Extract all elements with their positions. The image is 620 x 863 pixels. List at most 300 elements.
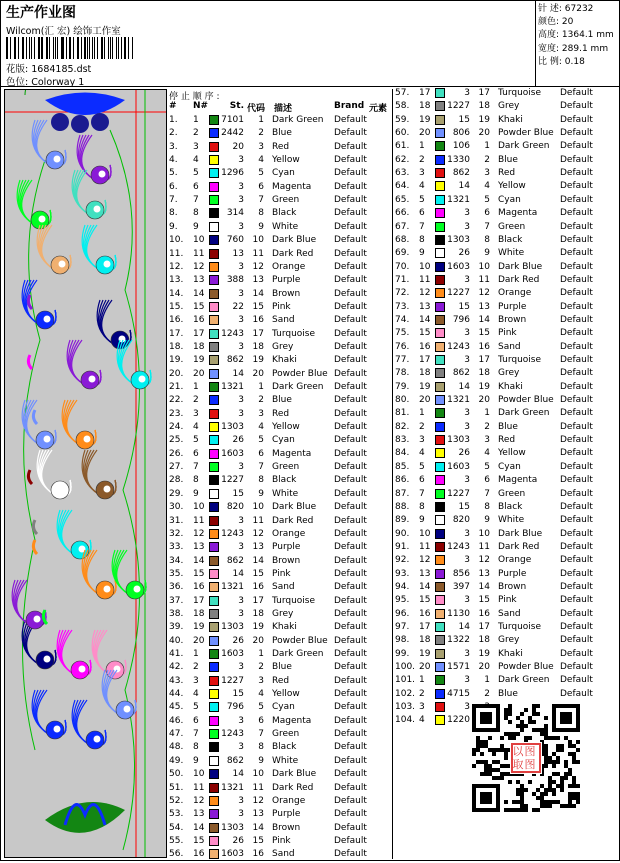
row-code: 14	[252, 555, 264, 566]
table-row	[394, 128, 619, 141]
row-stitches: 3	[464, 88, 470, 98]
color-swatch	[435, 489, 445, 499]
colorway-label: 色位:	[6, 77, 29, 88]
row-index: 77.	[395, 355, 410, 365]
row-brand: Default	[334, 141, 367, 152]
table-row	[168, 315, 393, 328]
row-description: Red	[498, 168, 516, 179]
row-code: 17	[252, 328, 264, 339]
color-swatch	[209, 636, 219, 646]
row-needle: 9	[193, 488, 199, 499]
row-brand: Default	[560, 515, 593, 526]
row-needle: 10	[419, 261, 431, 272]
row-brand: Default	[560, 208, 593, 219]
row-stitches: 806	[452, 128, 470, 139]
row-index: 43.	[169, 675, 184, 686]
row-code: 5	[484, 461, 490, 472]
row-code: 12	[478, 555, 490, 566]
table-row	[168, 489, 393, 502]
row-index: 53.	[169, 809, 184, 820]
row-needle: 5	[193, 702, 199, 713]
color-swatch	[435, 195, 445, 205]
row-stitches: 1303	[221, 622, 244, 633]
row-brand: Default	[560, 488, 593, 499]
color-swatch	[435, 542, 445, 552]
color-swatch	[435, 248, 445, 258]
row-brand: Default	[334, 622, 367, 633]
row-needle: 11	[193, 782, 205, 793]
row-brand: Default	[560, 234, 593, 245]
row-code: 14	[252, 288, 264, 299]
row-description: Blue	[498, 154, 518, 165]
color-swatch	[209, 382, 219, 392]
table-row	[394, 542, 619, 555]
row-brand: Default	[334, 435, 367, 446]
row-code: 1	[484, 408, 490, 419]
row-brand: Default	[560, 581, 593, 592]
color-swatch	[435, 328, 445, 338]
stat-value: 20	[561, 17, 574, 28]
row-brand: Default	[334, 488, 367, 499]
row-stitches: 796	[226, 702, 244, 713]
row-description: Powder Blue	[498, 395, 554, 406]
color-swatch	[209, 182, 219, 192]
row-needle: 12	[193, 261, 205, 272]
row-index: 7.	[169, 195, 178, 206]
row-stitches: 3	[238, 608, 244, 619]
row-needle: 8	[193, 475, 199, 486]
row-index: 85.	[395, 461, 410, 472]
row-description: Yellow	[272, 689, 300, 700]
row-description: Dark Blue	[272, 502, 317, 513]
row-brand: Default	[334, 568, 367, 579]
row-index: 38.	[169, 608, 184, 619]
row-description: Khaki	[498, 381, 523, 392]
row-description: White	[498, 515, 525, 526]
row-brand: Default	[560, 248, 593, 259]
table-row	[168, 836, 393, 849]
row-needle: 17	[193, 328, 205, 339]
row-needle: 16	[419, 341, 431, 352]
row-brand: Default	[334, 275, 367, 286]
color-swatch	[209, 449, 219, 459]
row-stitches: 3	[464, 408, 470, 419]
row-brand: Default	[560, 88, 593, 98]
row-needle: 20	[193, 368, 205, 379]
row-description: Khaki	[498, 114, 523, 125]
row-index: 99.	[395, 648, 410, 659]
row-index: 34.	[169, 555, 184, 566]
row-description: Red	[498, 435, 516, 446]
row-brand: Default	[334, 301, 367, 312]
row-index: 15.	[169, 301, 184, 312]
row-index: 39.	[169, 622, 184, 633]
stat-label: 高度:	[538, 30, 560, 41]
row-code: 5	[258, 435, 264, 446]
row-stitches: 1321	[447, 194, 470, 205]
color-swatch	[209, 823, 219, 833]
row-index: 6.	[169, 181, 178, 192]
table-row	[168, 756, 393, 769]
color-swatch	[435, 288, 445, 298]
row-brand: Default	[560, 101, 593, 112]
row-needle: 12	[419, 288, 431, 299]
row-brand: Default	[560, 675, 593, 686]
row-description: Sand	[272, 849, 295, 860]
row-needle: 3	[419, 702, 425, 713]
table-row	[394, 502, 619, 515]
row-needle: 3	[193, 675, 199, 686]
row-stitches: 7101	[221, 115, 244, 125]
row-code: 9	[484, 515, 490, 526]
row-needle: 12	[193, 795, 205, 806]
row-brand: Default	[334, 608, 367, 619]
table-row	[168, 409, 393, 422]
row-description: Powder Blue	[498, 128, 554, 139]
row-brand: Default	[560, 622, 593, 632]
row-brand: Default	[334, 181, 367, 192]
row-code: 20	[478, 395, 490, 406]
row-brand: Default	[334, 635, 367, 646]
row-index: 46.	[169, 715, 184, 726]
row-description: Pink	[498, 595, 517, 606]
row-stitches: 1330	[447, 154, 470, 165]
row-stitches: 856	[452, 568, 470, 579]
row-code: 16	[478, 341, 490, 352]
row-brand: Default	[334, 729, 367, 740]
row-index: 94.	[395, 581, 410, 592]
row-needle: 15	[419, 595, 431, 606]
page-title: 生产作业图	[6, 5, 76, 21]
table-row	[394, 635, 619, 648]
row-index: 12.	[169, 261, 184, 272]
row-code: 7	[258, 462, 264, 473]
row-code: 20	[478, 662, 490, 673]
row-needle: 15	[193, 301, 205, 312]
row-brand: Default	[334, 288, 367, 299]
row-index: 51.	[169, 782, 184, 793]
row-brand: Default	[560, 181, 593, 192]
row-code: 8	[484, 234, 490, 245]
color-swatch	[435, 662, 445, 672]
row-index: 18.	[169, 341, 184, 352]
color-swatch	[209, 516, 219, 526]
design-file-line	[6, 61, 91, 75]
row-code: 13	[252, 542, 264, 553]
embroidery-artwork	[5, 90, 167, 858]
color-swatch	[209, 315, 219, 325]
row-code: 11	[478, 541, 490, 552]
row-code: 10	[252, 769, 264, 780]
row-description: White	[272, 488, 299, 499]
row-needle: 14	[193, 822, 205, 833]
table-row	[394, 235, 619, 248]
row-description: Yellow	[498, 448, 526, 459]
row-index: 45.	[169, 702, 184, 713]
row-needle: 3	[193, 141, 199, 152]
row-needle: 6	[193, 448, 199, 459]
color-swatch	[435, 635, 445, 645]
table-row	[394, 649, 619, 662]
color-swatch	[435, 675, 445, 685]
row-brand: Default	[334, 422, 367, 433]
row-brand: Default	[334, 155, 367, 166]
row-stitches: 15	[458, 114, 470, 125]
color-swatch	[209, 769, 219, 779]
row-needle: 1	[193, 382, 199, 392]
row-brand: Default	[334, 582, 367, 593]
row-code: 3	[258, 675, 264, 686]
table-row	[168, 676, 393, 689]
qr-code-image	[472, 704, 580, 812]
row-description: Purple	[498, 301, 527, 312]
row-stitches: 1603	[221, 448, 244, 459]
row-index: 20.	[169, 368, 184, 379]
table-row	[168, 582, 393, 595]
row-stitches: 1321	[221, 582, 244, 593]
row-index: 44.	[169, 689, 184, 700]
table-row	[394, 88, 619, 101]
color-swatch	[435, 222, 445, 232]
row-code: 19	[478, 648, 490, 659]
row-description: Black	[498, 234, 523, 245]
row-code: 18	[478, 368, 490, 379]
row-needle: 18	[419, 368, 431, 379]
row-description: Purple	[272, 809, 301, 820]
row-stitches: 862	[226, 355, 244, 366]
row-code: 6	[484, 208, 490, 219]
row-code: 8	[258, 475, 264, 486]
row-needle: 5	[193, 435, 199, 446]
row-stitches: 20	[232, 141, 244, 152]
row-description: Red	[272, 141, 290, 152]
row-brand: Default	[560, 341, 593, 352]
row-brand: Default	[334, 769, 367, 780]
row-code: 12	[252, 528, 264, 539]
stat-value: 67232	[564, 4, 594, 14]
color-swatch	[209, 489, 219, 499]
row-needle: 4	[193, 689, 199, 700]
row-needle: 2	[419, 154, 425, 165]
row-needle: 6	[193, 181, 199, 192]
row-index: 25.	[169, 435, 184, 446]
color-swatch	[435, 649, 445, 659]
row-index: 55.	[169, 835, 184, 846]
row-code: 7	[258, 729, 264, 740]
stat-value: 1364.1 mm	[561, 30, 614, 41]
row-index: 95.	[395, 595, 410, 606]
row-index: 8.	[169, 208, 178, 219]
table-row	[168, 329, 393, 342]
row-index: 22.	[169, 395, 184, 406]
table-row	[168, 716, 393, 729]
row-code: 12	[252, 795, 264, 806]
color-swatch	[209, 729, 219, 739]
row-description: Sand	[272, 315, 295, 326]
row-code: 4	[258, 422, 264, 433]
row-code: 5	[258, 702, 264, 713]
row-index: 84.	[395, 448, 410, 459]
row-index: 104.	[395, 715, 416, 726]
stat-colors	[538, 16, 620, 29]
table-row	[168, 609, 393, 622]
row-description: Orange	[272, 261, 306, 272]
row-brand: Default	[334, 555, 367, 566]
row-index: 65.	[395, 194, 410, 205]
table-row	[168, 649, 393, 662]
row-stitches: 1603	[221, 849, 244, 860]
row-brand: Default	[560, 635, 593, 646]
table-row	[394, 355, 619, 368]
table-row	[394, 662, 619, 675]
table-row	[394, 475, 619, 488]
color-swatch	[209, 582, 219, 592]
row-code: 6	[258, 448, 264, 459]
row-code: 6	[258, 715, 264, 726]
row-brand: Default	[334, 248, 367, 259]
table-title: 停 止 顺 序 :	[169, 92, 220, 102]
row-stitches: 1603	[221, 649, 244, 659]
table-row	[394, 622, 619, 635]
color-swatch	[209, 155, 219, 165]
row-needle: 11	[419, 274, 431, 285]
row-brand: Default	[334, 809, 367, 820]
row-stitches: 397	[452, 581, 470, 592]
row-index: 89.	[395, 515, 410, 526]
row-brand: Default	[560, 568, 593, 579]
table-row	[394, 422, 619, 435]
row-index: 102.	[395, 688, 416, 699]
color-swatch	[209, 662, 219, 672]
row-code: 2	[484, 421, 490, 432]
row-stitches: 3	[464, 702, 470, 713]
row-stitches: 3	[238, 221, 244, 232]
table-row	[168, 796, 393, 809]
row-code: 1	[484, 675, 490, 686]
color-swatch	[435, 435, 445, 445]
row-index: 100.	[395, 662, 416, 673]
table-row	[168, 809, 393, 822]
row-index: 14.	[169, 288, 184, 299]
row-needle: 4	[419, 181, 425, 192]
color-swatch	[435, 168, 445, 178]
row-index: 59.	[395, 114, 410, 125]
stat-width	[538, 43, 620, 56]
row-code: 5	[258, 168, 264, 179]
row-index: 40.	[169, 635, 184, 646]
stat-height	[538, 29, 620, 42]
row-brand: Default	[560, 301, 593, 312]
color-swatch	[209, 676, 219, 686]
row-description: Khaki	[272, 355, 297, 366]
header-needle: N#	[193, 101, 209, 111]
table-row	[168, 729, 393, 742]
table-row	[168, 783, 393, 796]
row-code: 14	[478, 581, 490, 592]
row-needle: 14	[193, 288, 205, 299]
row-description: Magenta	[272, 448, 312, 459]
row-description: Grey	[272, 341, 294, 352]
row-description: Grey	[498, 635, 520, 646]
row-needle: 11	[193, 248, 205, 259]
header-code: 代码	[247, 104, 266, 114]
row-description: Cyan	[272, 702, 295, 713]
table-row	[394, 489, 619, 502]
row-needle: 18	[193, 608, 205, 619]
row-index: 50.	[169, 769, 184, 780]
row-stitches: 3	[238, 515, 244, 526]
row-description: Dark Red	[498, 541, 540, 552]
row-brand: Default	[560, 435, 593, 446]
row-code: 12	[252, 261, 264, 272]
row-description: Green	[498, 221, 526, 232]
row-code: 7	[258, 195, 264, 206]
row-stitches: 3	[238, 288, 244, 299]
stat-label: 宽度:	[538, 43, 560, 54]
row-index: 41.	[169, 649, 184, 659]
stat-label: 针 述:	[538, 4, 562, 14]
row-code: 9	[484, 248, 490, 259]
watermark-glyph: 取	[512, 758, 524, 771]
row-description: Purple	[272, 542, 301, 553]
table-row	[394, 529, 619, 542]
row-brand: Default	[560, 141, 593, 152]
stat-scale	[538, 56, 620, 69]
row-needle: 19	[419, 648, 431, 659]
row-code: 16	[252, 315, 264, 326]
color-swatch	[435, 715, 445, 725]
table-row	[394, 462, 619, 475]
row-index: 11.	[169, 248, 184, 259]
row-needle: 16	[193, 582, 205, 593]
row-stitches: 3	[238, 261, 244, 272]
table-row	[168, 529, 393, 542]
row-description: Yellow	[272, 422, 300, 433]
row-description: Turquoise	[498, 88, 542, 98]
row-index: 60.	[395, 128, 410, 139]
row-needle: 20	[419, 395, 431, 406]
row-stitches: 26	[458, 448, 470, 459]
row-needle: 3	[419, 168, 425, 179]
color-swatch	[209, 849, 219, 859]
color-swatch	[435, 609, 445, 619]
row-code: 14	[478, 314, 490, 325]
row-needle: 1	[419, 141, 425, 152]
row-brand: Default	[334, 715, 367, 726]
row-stitches: 2442	[221, 128, 244, 139]
row-brand: Default	[560, 168, 593, 179]
row-brand: Default	[334, 755, 367, 766]
row-index: 4.	[169, 155, 178, 166]
row-description: Brown	[498, 314, 527, 325]
row-needle: 4	[193, 155, 199, 166]
row-brand: Default	[334, 168, 367, 179]
color-swatch	[435, 395, 445, 405]
row-index: 31.	[169, 515, 184, 526]
row-stitches: 14	[232, 769, 244, 780]
row-index: 35.	[169, 568, 184, 579]
row-needle: 10	[193, 502, 205, 513]
color-swatch	[435, 515, 445, 525]
row-needle: 10	[419, 528, 431, 539]
row-code: 19	[252, 355, 264, 366]
row-description: Dark Blue	[498, 528, 543, 539]
row-index: 93.	[395, 568, 410, 579]
table-row	[394, 609, 619, 622]
row-description: Sand	[498, 608, 521, 619]
row-code: 18	[252, 608, 264, 619]
row-code: 13	[478, 301, 490, 312]
